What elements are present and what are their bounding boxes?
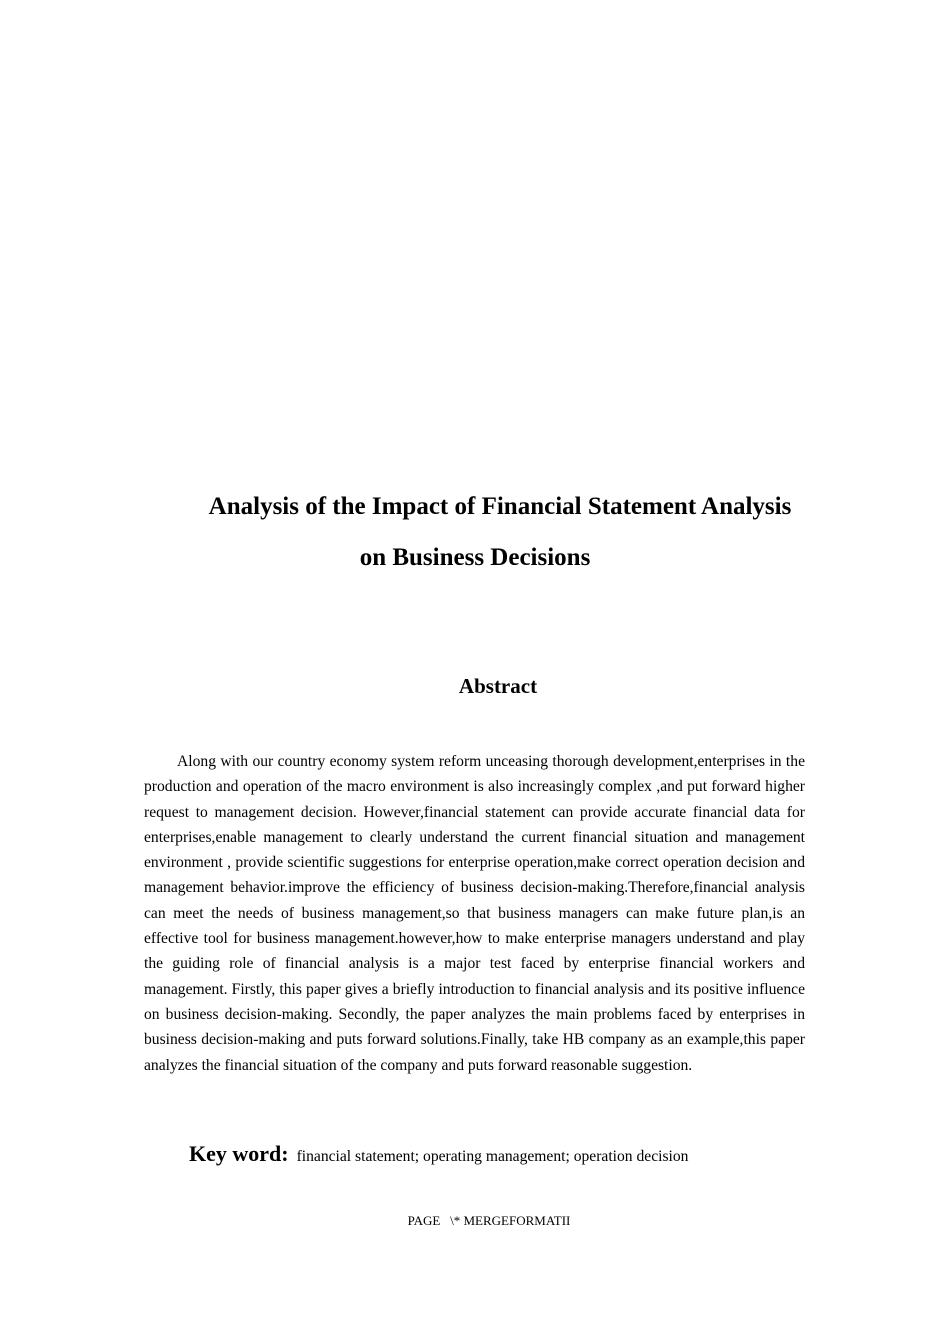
document-title-line-1: Analysis of the Impact of Financial Statement Analysis xyxy=(208,493,792,520)
keywords-label: Key word: xyxy=(189,1141,289,1166)
keywords-line xyxy=(189,1139,688,1172)
abstract-heading: Abstract xyxy=(458,674,538,698)
keywords-text: financial statement; operating management; operation decision xyxy=(296,1148,689,1165)
abstract-body: Along with our country economy system reform unceasing thorough development,enterprises in the production and operation of the macro environment is also increasingly complex ,and put forward higher request to management decision. However,financial statement can provide accurate financial data for enterprises,enable management to clearly understand the current financial situation and management environment , provide scientific suggestions for enterprise operation,make correct operation decision and management behavior.improve the efficiency of business decision-making.Therefore,financial analysis can meet the needs of business management,so that business managers can make future plan,is an effective tool for business management.however,how to make enterprise managers understand and play the guiding role of financial analysis is a major test faced by enterprise financial workers and management. Firstly, this paper gives a briefly introduction to financial analysis and its positive influence on business decision-making. Secondly, the paper analyzes the main problems faced by enterprises in business decision-making and puts forward solutions.Finally, take HB company as an example,this paper analyzes the financial situation of the company and puts forward reasonable suggestion. xyxy=(144,753,805,1074)
page-footer: PAGE \* MERGEFORMATII xyxy=(407,1213,571,1228)
document-title-line-2: on Business Decisions xyxy=(359,544,591,571)
